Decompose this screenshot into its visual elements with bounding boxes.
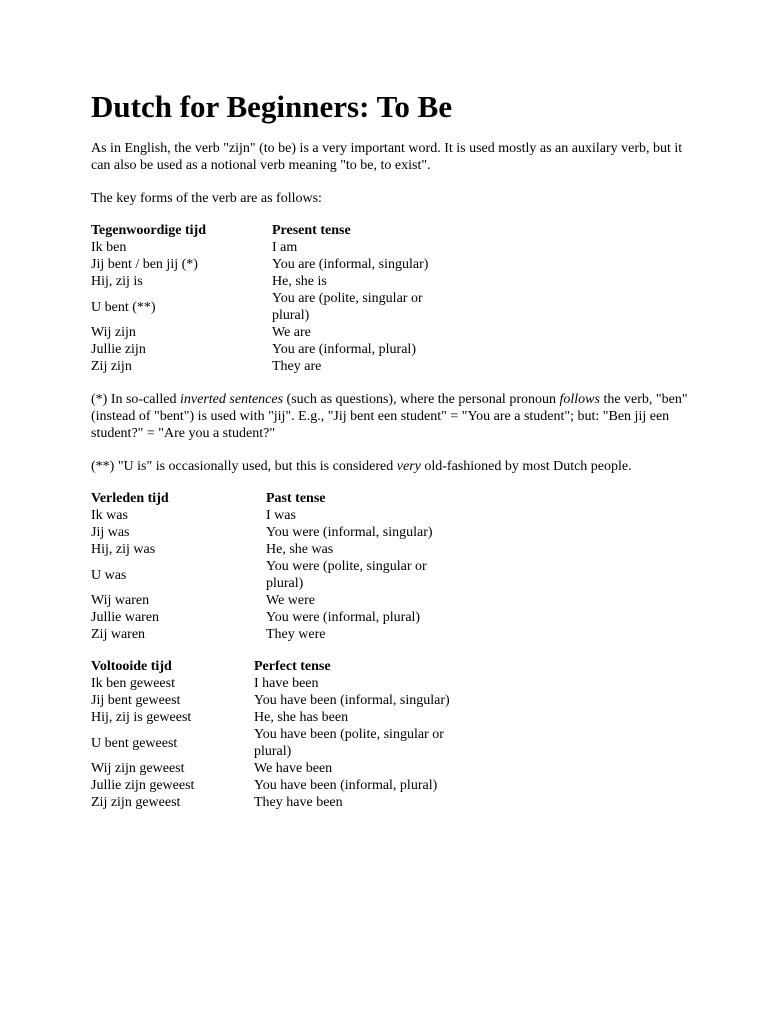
table-row xyxy=(91,709,474,726)
footnote-inverted-sentences xyxy=(91,391,691,442)
table-row xyxy=(91,777,474,794)
note-emphasis: follows xyxy=(559,392,600,407)
english-form: I am xyxy=(272,240,298,255)
document-page xyxy=(91,88,691,811)
table-row xyxy=(91,324,452,341)
english-form: You have been (informal, plural) xyxy=(254,778,438,793)
dutch-form: U bent (**) xyxy=(91,299,156,315)
column-header-english: Present tense xyxy=(272,223,351,238)
present-tense-table xyxy=(91,222,452,375)
dutch-form: Hij, zij was xyxy=(91,542,156,557)
dutch-form: U was xyxy=(91,567,127,583)
column-header-dutch: Verleden tijd xyxy=(91,491,169,506)
note-text: old-fashioned by most Dutch people. xyxy=(420,459,632,474)
english-form: We are xyxy=(272,325,311,340)
table-row xyxy=(91,256,452,273)
dutch-form: Wij waren xyxy=(91,593,150,608)
note-emphasis: very xyxy=(396,459,421,474)
intro-paragraph: As in English, the verb "zijn" (to be) is a very important word. It is used mostly as an auxilary verb, but it can also be used as a notional verb meaning "to be, to exist". xyxy=(91,141,683,173)
table-row xyxy=(91,507,446,524)
table-row xyxy=(91,558,446,592)
english-form: You were (informal, plural) xyxy=(266,610,421,625)
english-form: You are (informal, plural) xyxy=(272,342,416,357)
table-row xyxy=(91,675,474,692)
footnote-u-is xyxy=(91,458,691,475)
table-row xyxy=(91,726,474,760)
table-row xyxy=(91,592,446,609)
english-form: You have been (informal, singular) xyxy=(254,693,450,708)
note-emphasis: inverted sentences xyxy=(180,392,284,407)
dutch-form: Jij bent geweest xyxy=(91,693,181,708)
column-header-dutch: Voltooide tijd xyxy=(91,659,172,674)
dutch-form: Ik ben xyxy=(91,240,127,255)
column-header-dutch: Tegenwoordige tijd xyxy=(91,223,206,238)
english-form: You are (polite, singular or plural) xyxy=(272,291,423,323)
english-form: You were (informal, singular) xyxy=(266,525,433,540)
english-form: We have been xyxy=(254,761,333,776)
dutch-form: Jullie zijn geweest xyxy=(91,778,195,793)
note-text: (**) "U is" is occasionally used, but this is considered xyxy=(91,459,397,474)
note-text: the verb, "ben" (instead of "bent") is used with "jij". E.g., "Jij bent een student" = "You are a student"; but: "Ben jij een student?" = "Are you a student?" xyxy=(91,392,688,441)
column-header-english: Past tense xyxy=(266,491,326,506)
dutch-form: Jullie waren xyxy=(91,610,160,625)
dutch-form: Ik was xyxy=(91,508,128,523)
english-form: I was xyxy=(266,508,296,523)
english-form: You are (informal, singular) xyxy=(272,257,429,272)
key-forms-paragraph: The key forms of the verb are as follows: xyxy=(91,191,322,206)
dutch-form: Jullie zijn xyxy=(91,342,146,357)
english-form: They have been xyxy=(254,795,343,810)
past-tense-table xyxy=(91,490,446,643)
table-row xyxy=(91,341,452,358)
table-row xyxy=(91,239,452,256)
dutch-form: Hij, zij is xyxy=(91,274,143,289)
english-form: They were xyxy=(266,627,326,642)
english-form: He, she has been xyxy=(254,710,349,725)
english-form: They are xyxy=(272,359,322,374)
dutch-form: Jij was xyxy=(91,525,130,540)
dutch-form: Zij zijn xyxy=(91,359,132,374)
dutch-form: Hij, zij is geweest xyxy=(91,710,192,725)
dutch-form: U bent geweest xyxy=(91,735,178,751)
dutch-form: Zij waren xyxy=(91,627,146,642)
english-form: I have been xyxy=(254,676,319,691)
page-title: Dutch for Beginners: To Be xyxy=(91,89,453,124)
dutch-form: Ik ben geweest xyxy=(91,676,175,691)
table-header-row xyxy=(91,222,452,239)
english-form: He, she was xyxy=(266,542,334,557)
table-row xyxy=(91,358,452,375)
table-row xyxy=(91,541,446,558)
dutch-form: Zij zijn geweest xyxy=(91,795,181,810)
dutch-form: Jij bent / ben jij (*) xyxy=(91,257,198,272)
note-text: (*) In so-called xyxy=(91,392,181,407)
english-form: He, she is xyxy=(272,274,327,289)
table-row xyxy=(91,609,446,626)
dutch-form: Wij zijn geweest xyxy=(91,761,185,776)
table-row xyxy=(91,290,452,324)
table-row xyxy=(91,626,446,643)
table-row xyxy=(91,692,474,709)
english-form: We were xyxy=(266,593,316,608)
table-header-row xyxy=(91,658,474,675)
table-row xyxy=(91,760,474,777)
table-row xyxy=(91,524,446,541)
table-row xyxy=(91,273,452,290)
note-text: (such as questions), where the personal pronoun xyxy=(283,392,560,407)
perfect-tense-table xyxy=(91,658,474,811)
english-form: You were (polite, singular or plural) xyxy=(266,559,427,591)
table-header-row xyxy=(91,490,446,507)
column-header-english: Perfect tense xyxy=(254,659,331,674)
english-form: You have been (polite, singular or plural) xyxy=(254,727,444,759)
table-row xyxy=(91,794,474,811)
dutch-form: Wij zijn xyxy=(91,325,136,340)
